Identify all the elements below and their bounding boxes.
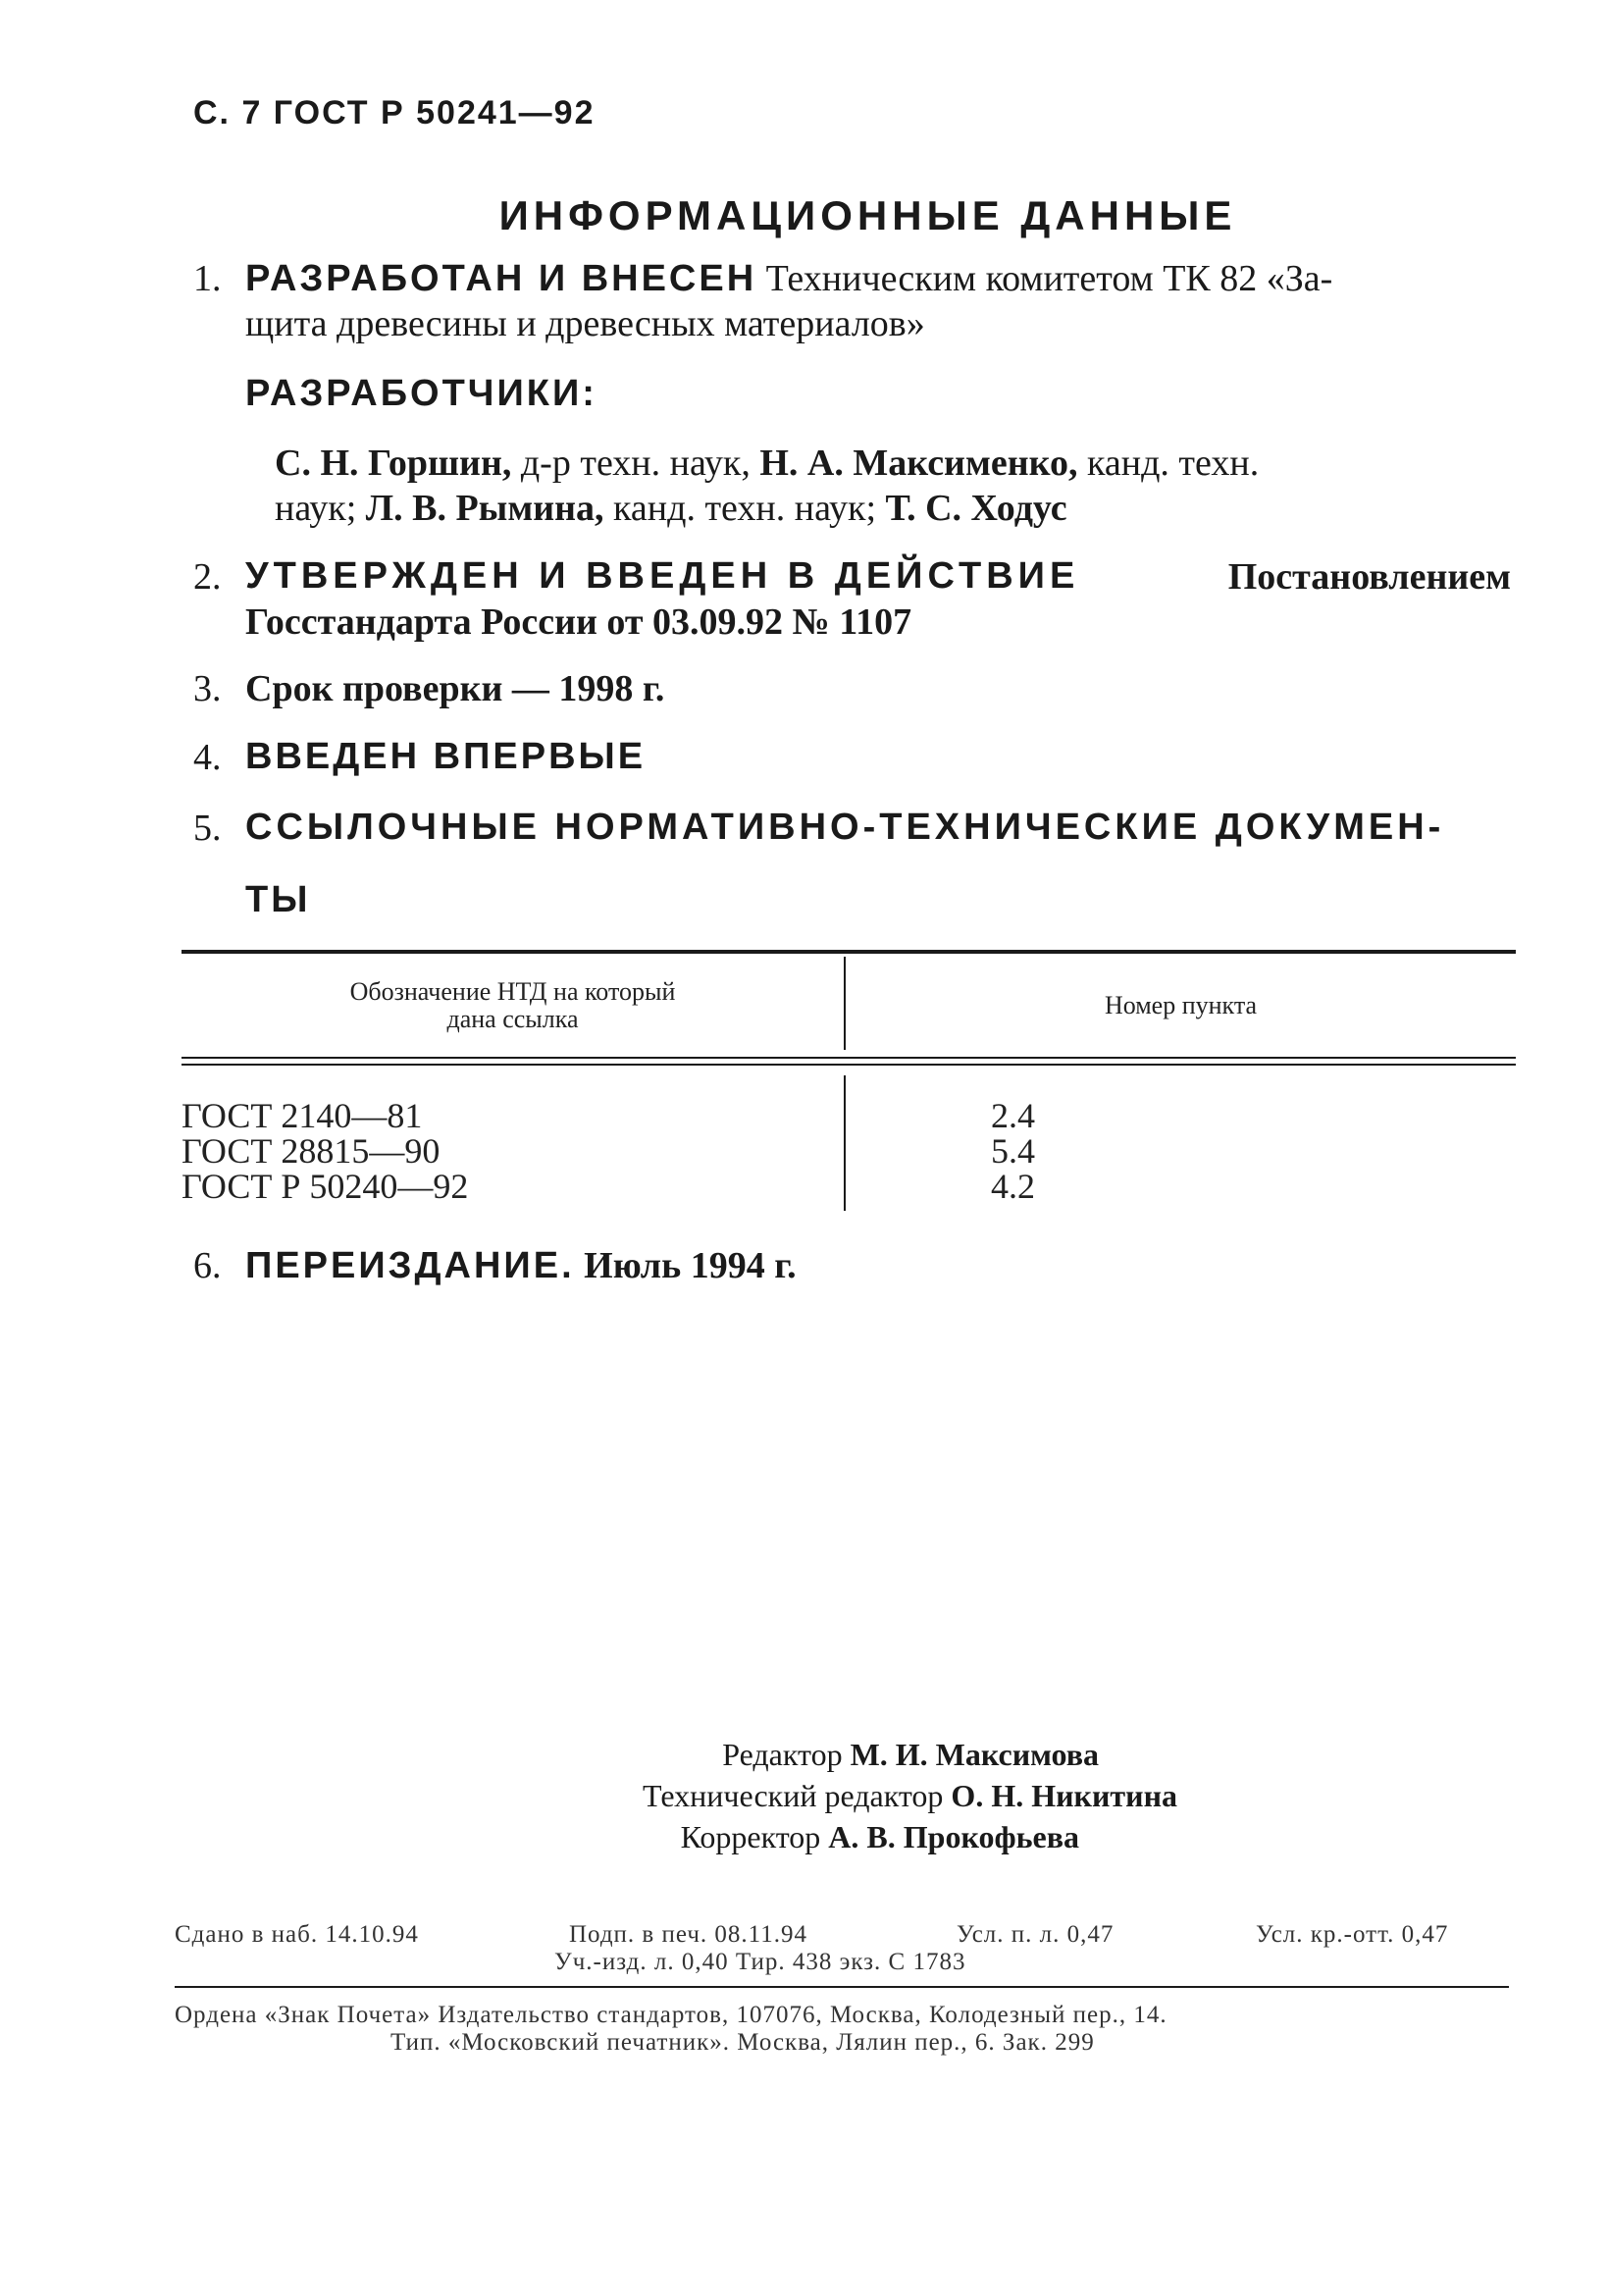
corrector-role: Корректор [680, 1819, 821, 1854]
imprint-publisher: Ордена «Знак Почета» Издательство стандартов, 107076, Москва, Колодезный пер., 14. [175, 2002, 1167, 2028]
imprint-rule [175, 1986, 1509, 1988]
col1-header-a: Обозначение НТД на который [349, 977, 676, 1006]
item-3-text: Срок проверки — 1998 г. [245, 668, 665, 709]
item-4-number: 4. [193, 737, 222, 778]
item-2-number: 2. [193, 556, 222, 598]
credit-editor [491, 1737, 1099, 1773]
credit-corrector [491, 1819, 1079, 1855]
item-3-number: 3. [193, 668, 222, 709]
table-row-1-doc: ГОСТ 2140—81 [182, 1096, 423, 1135]
developers-line-1-name-0: С. Н. Горшин, [275, 443, 512, 484]
item-5-label-a: ССЫЛОЧНЫЕ НОРМАТИВНО-ТЕХНИЧЕСКИЕ ДОКУМЕН- [245, 807, 1445, 848]
item-1-line-a [245, 257, 1332, 300]
item-1-text-b: щита древесины и древесных материалов» [245, 303, 925, 344]
table-header-rule-1 [182, 1057, 1516, 1059]
table-row-3-doc: ГОСТ Р 50240—92 [182, 1167, 469, 1206]
developers-line-1-text-3: канд. техн. [1077, 443, 1260, 484]
tech-editor-role: Технический редактор [643, 1778, 944, 1813]
item-5-number: 5. [193, 808, 222, 849]
editor-name: М. И. Максимова [850, 1737, 1099, 1772]
imprint-print-sheets: Усл. п. л. 0,47 [957, 1921, 1115, 1948]
credit-tech-editor [491, 1778, 1177, 1814]
table-row-1-item: 2.4 [991, 1096, 1035, 1135]
imprint-submitted: Сдано в наб. 14.10.94 [175, 1921, 419, 1948]
item-2-text-b: Госстандарта России от 03.09.92 № 1107 [245, 601, 912, 643]
developers-line-1-text-1: д-р техн. наук, [511, 443, 760, 484]
item-6-number: 6. [193, 1245, 222, 1286]
item-1-text-a: Техническим комитетом ТК 82 «За- [765, 258, 1333, 299]
table-header-rule-2 [182, 1064, 1516, 1066]
editor-role: Редактор [722, 1737, 843, 1772]
item-6-line [245, 1244, 797, 1287]
developers-line-2-name-1: Л. В. Рымина, [365, 488, 604, 529]
item-2-text-a: Постановлением [1227, 556, 1511, 598]
imprint-color-prints: Усл. кр.-отт. 0,47 [1256, 1921, 1449, 1948]
developers-line-1 [275, 442, 1259, 485]
item-2-line-a [245, 555, 1511, 599]
item-6-text: Июль 1994 г. [584, 1245, 797, 1286]
col1-header-b: дана ссылка [446, 1005, 579, 1033]
item-6-label: ПЕРЕИЗДАНИЕ. [245, 1245, 575, 1286]
table-row-2-item: 5.4 [991, 1131, 1035, 1171]
table-row-2-doc: ГОСТ 28815—90 [182, 1131, 441, 1171]
col2-header: Номер пункта [1104, 991, 1258, 1019]
imprint-publisher-sheets: Уч.-изд. л. 0,40 Тир. 438 экз. С 1783 [554, 1949, 966, 1975]
developers-line-2-text-0: наук; [275, 488, 366, 529]
item-1-number: 1. [193, 258, 222, 299]
table-row-3-item: 4.2 [991, 1167, 1035, 1206]
item-5-label-b: ТЫ [245, 879, 311, 920]
table-top-rule [182, 950, 1516, 954]
corrector-name: А. В. Прокофьева [828, 1819, 1079, 1854]
item-1-label: РАЗРАБОТАН И ВНЕСЕН [245, 258, 757, 299]
tech-editor-name: О. Н. Никитина [951, 1778, 1177, 1813]
developers-line-2-name-3: Т. С. Ходус [885, 488, 1067, 529]
item-2-label: УТВЕРЖДЕН И ВВЕДЕН В ДЕЙСТВИЕ [245, 555, 1080, 597]
table-body-divider [844, 1075, 846, 1211]
item-4-label: ВВЕДЕН ВПЕРВЫЕ [245, 736, 647, 777]
developers-heading: РАЗРАБОТЧИКИ: [245, 373, 597, 414]
page-header: С. 7 ГОСТ Р 50241—92 [193, 94, 596, 131]
page-title: ИНФОРМАЦИОННЫЕ ДАННЫЕ [498, 192, 1237, 238]
imprint-printer: Тип. «Московский печатник». Москва, Лялин пер., 6. Зак. 299 [390, 2029, 1095, 2056]
developers-line-2 [275, 487, 1067, 530]
imprint-signed: Подп. в печ. 08.11.94 [569, 1921, 807, 1948]
developers-line-1-name-2: Н. А. Максименко, [759, 443, 1078, 484]
developers-line-2-text-2: канд. техн. наук; [603, 488, 886, 529]
